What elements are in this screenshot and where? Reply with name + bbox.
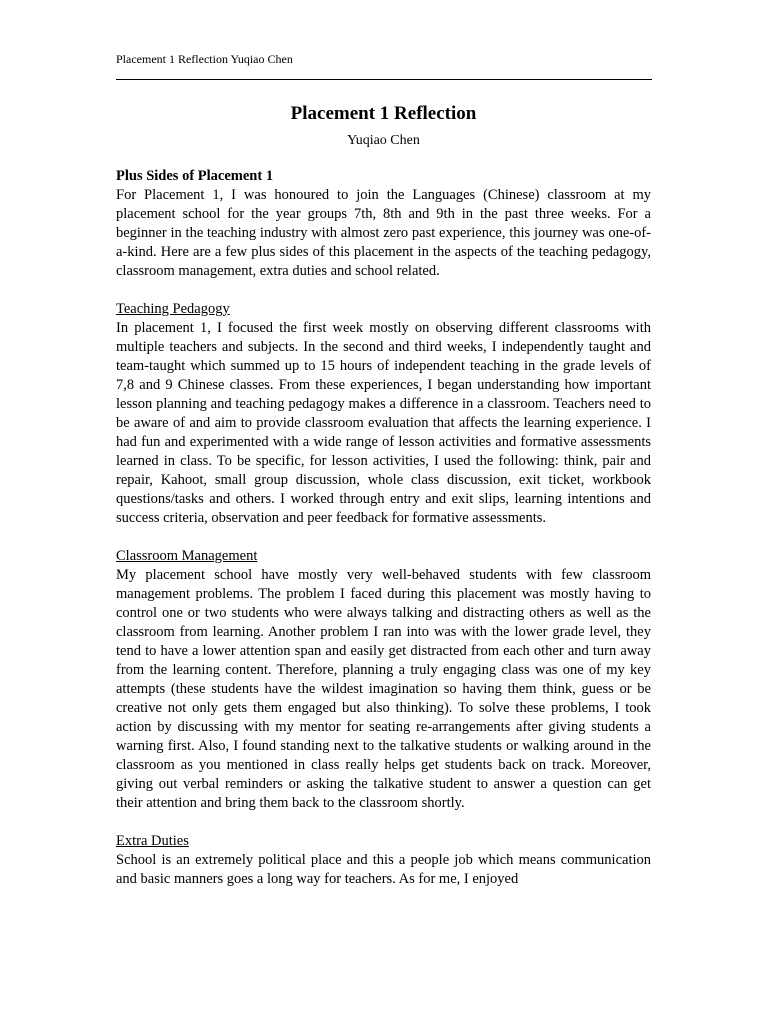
paragraph-teaching-pedagogy: In placement 1, I focused the first week mostly on observing different classrooms with multiple teachers and subjects. In the second and third weeks, I independently taught and team-taught which summed up to 15 hours of independent teaching in the grade levels of 7,8 and 9 Chinese classes. From these experiences, I began understanding how important lesson planning and teaching pedagogy makes a difference in a classroom. Teachers need to be aware of and aim to provide classroom evaluation that affects the learning experience. I had fun and experimented with a wide range of lesson activities and formative assessments learned in class. To be specific, for lesson activities, I used the following: think, pair and repair, Kahoot, small group discussion, whole class discussion, exit ticket, workbook questions/tasks and others. I worked through entry and exit slips, learning intentions and success criteria, observation and peer feedback for formative assessments. [116,320,651,526]
document-body [116,101,651,889]
heading-plus-sides: Plus Sides of Placement 1 [116,168,274,184]
document-author: Yuqiao Chen [347,133,420,148]
heading-teaching-pedagogy: Teaching Pedagogy [116,301,230,317]
running-header: Placement 1 Reflection Yuqiao Chen [116,52,293,66]
heading-extra-duties: Extra Duties [116,833,189,849]
heading-classroom-management: Classroom Management [116,548,258,564]
paragraph-extra-duties: School is an extremely political place and this a people job which means communication and basic manners goes a long way for teachers. As for me, I enjoyed [116,852,651,887]
document-title: Placement 1 Reflection [290,103,477,124]
paragraph-plus-sides: For Placement 1, I was honoured to join the Languages (Chinese) classroom at my placement school for the year groups 7th, 8th and 9th in the past three weeks. For a beginner in the teaching industry with almost zero past experience, this journey was one-of-a-kind. Here are a few plus sides of this placement in the aspects of the teaching pedagogy, classroom management, extra duties and school related. [116,187,651,279]
header-divider [116,79,652,80]
paragraph-classroom-management: My placement school have mostly very well-behaved students with few classroom management problems. The problem I faced during this placement was mostly having to control one or two students who were always talking and distracting others as well as the classroom from learning. Another problem I ran into was with the lower grade level, they tend to have a lower attention span and easily get distracted from each other and turn away from the learning content. Therefore, planning a truly engaging class was one of my key attempts (these students have the wildest imagination so having them think, guess or be creative not only gets them engaged but also thinking). To solve these problems, I took action by discussing with my mentor for seating re-arrangements after giving students a warning first. Also, I found standing next to the talkative students or walking around in the classroom as you mentioned in class really helps get students back on track. Moreover, giving out verbal reminders or asking the talkative student to answer a question can get their attention and bring them back to the classroom shortly. [116,567,651,811]
